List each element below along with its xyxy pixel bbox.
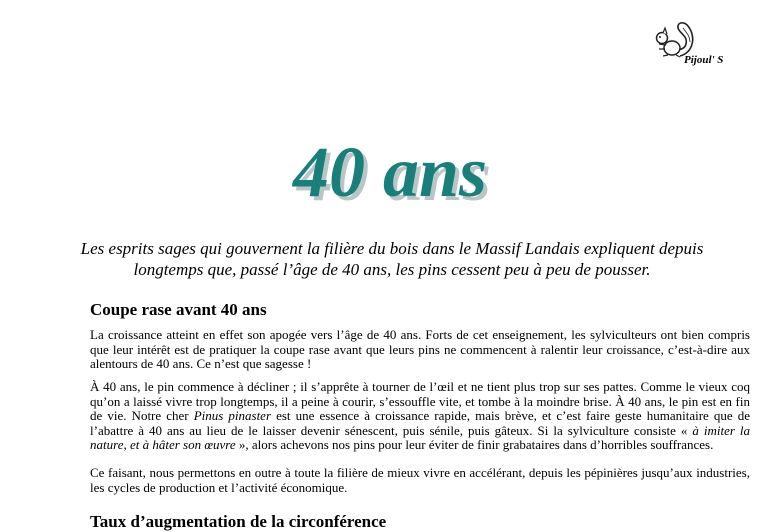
paragraph-text: est une essence à croissance rapide, mais brève, et c’est faire geste humanitaire que de l’abattre à 40 ans au lieu de le laisser devenir sénescent, puis sénile, puis gâteux. Si la sylviculture consiste « [90, 408, 751, 438]
intro-paragraph: Les esprits sages qui gouvernent la filière du bois dans le Massif Landais expliquent depuis longtemps que, passé l’âge de 40 ans, les pins cessent peu à peu de pousser. [80, 239, 704, 279]
section-heading-coupe-rase: Coupe rase avant 40 ans [90, 300, 267, 319]
paragraph-text: À 40 ans, le pin commence à décliner ; il s’apprête à tourner de l’œil et ne tient plus trop sur ses pattes. Comme le vieux coq qu’on a laissé vivre trop longtemps, il a peine à courir, s’essouffle vite, et tombe à la moindre brise. À 40 ans, le pin est en fin de vie. Notre cher [90, 379, 750, 423]
quote-text: à imiter la nature, et à hâter son œuvre [90, 422, 750, 452]
paragraph-croissance: La croissance atteint en effet son apogée vers l’âge de 40 ans. Forts de cet enseignement, les sylviculteurs ont bien compris que leur intérêt est de pratiquer la coupe rase avant que leurs pins ne commencent à ralentir leur croissance, c’est-à-dire aux alentours de 40 ans. Ce n’est que sagesse ! [90, 327, 750, 371]
species-name: Pinus pinaster [193, 408, 272, 423]
page-title: 40 ans [292, 132, 488, 212]
logo-text: Pijoul' S [684, 54, 724, 66]
paragraph-text: », alors achevons nos pins pour leur éviter de finir grabataires dans d’horribles souffrances. [235, 437, 714, 452]
logo [650, 18, 760, 68]
section-heading-taux: Taux d’augmentation de la circonférence [90, 512, 387, 531]
paragraph-declin [90, 380, 750, 453]
paragraph-filiere: Ce faisant, nous permettons en outre à toute la filière de mieux vivre en accélérant, depuis les pépinières jusqu’aux industries, les cycles de production et l’activité économique. [90, 465, 750, 495]
